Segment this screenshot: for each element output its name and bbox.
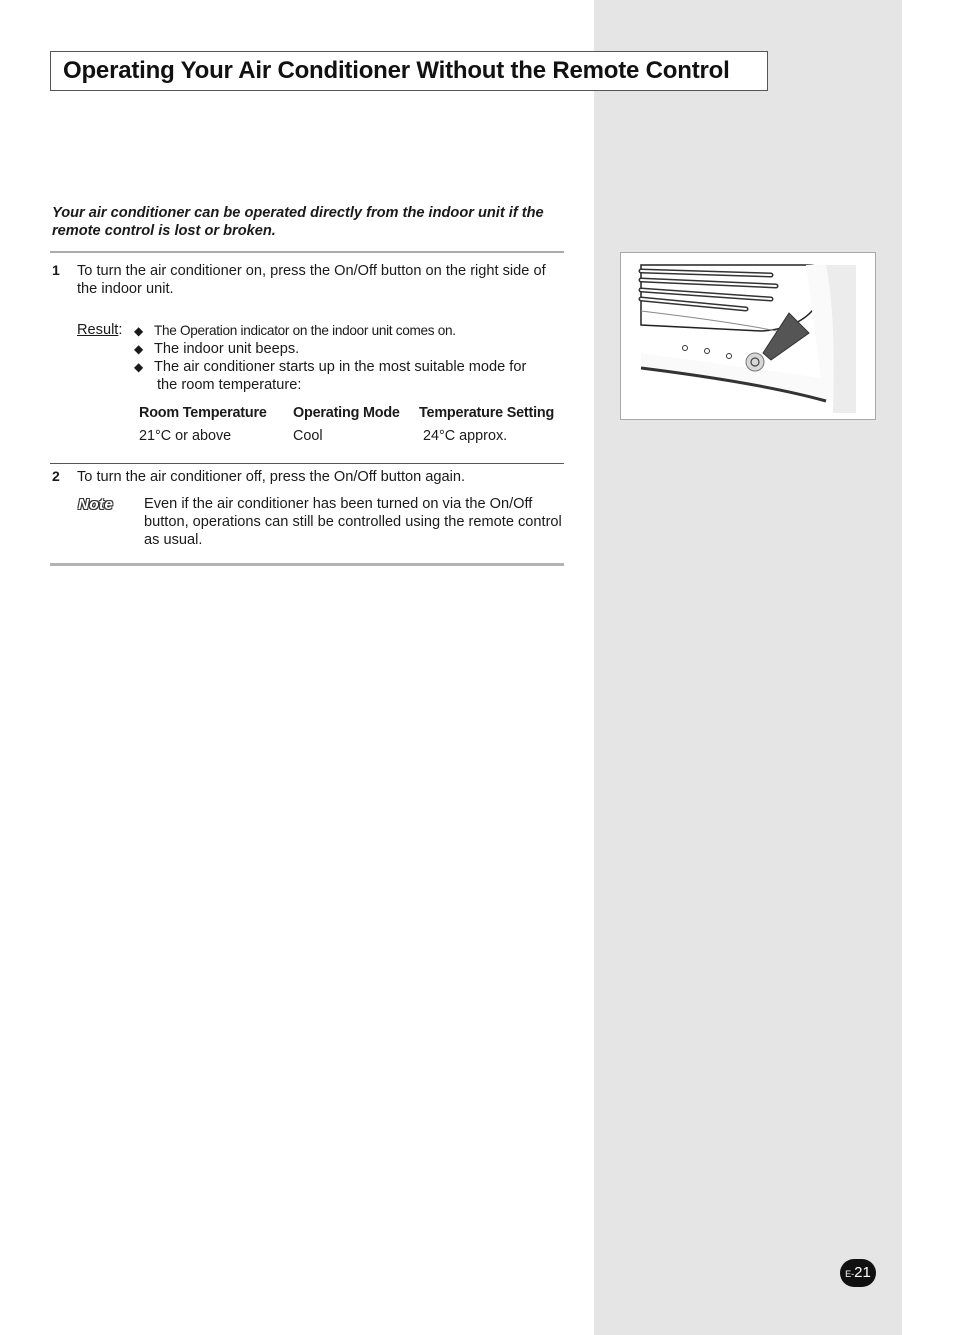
step-2-text: To turn the air conditioner off, press the On/Off button again. bbox=[77, 469, 466, 485]
divider-top bbox=[50, 251, 564, 253]
note-text: Even if the air conditioner has been turned on via the On/Off button, operations can still be controlled using the remote control as usual. bbox=[144, 496, 562, 548]
diamond-bullet-icon: ◆ bbox=[134, 360, 144, 374]
intro-text: Your air conditioner can be operated directly from the indoor unit if the remote control is lost or broken. bbox=[52, 205, 544, 239]
table-cell: 21°C or above bbox=[139, 428, 232, 444]
divider-bottom bbox=[50, 563, 564, 566]
result-bullet: ◆ The indoor unit beeps. bbox=[134, 341, 300, 357]
step-1-number: 1 bbox=[52, 262, 60, 278]
indoor-unit-illustration bbox=[620, 252, 876, 420]
page-number-badge bbox=[840, 1259, 876, 1287]
step-1-text: To turn the air conditioner on, press the On/Off button on the right side of the indoor unit. bbox=[77, 263, 546, 297]
result-bullet: ◆ The air conditioner starts up in the most suitable mode for bbox=[134, 359, 527, 375]
right-margin-panel bbox=[594, 0, 902, 1335]
diamond-bullet-icon: ◆ bbox=[134, 342, 144, 356]
table-cell: Cool bbox=[293, 428, 323, 444]
diamond-bullet-icon: ◆ bbox=[134, 324, 143, 338]
result-bullet: ◆ The Operation indicator on the indoor unit comes on. bbox=[134, 323, 456, 338]
table-cell: 24°C approx. bbox=[423, 428, 508, 444]
table-header: Room Temperature bbox=[139, 405, 267, 421]
title-box bbox=[50, 51, 768, 91]
indoor-unit-drawing bbox=[621, 253, 874, 418]
page-title: Operating Your Air Conditioner Without the Remote Control bbox=[63, 57, 730, 84]
result-bullets bbox=[134, 322, 564, 394]
result-label: Result: bbox=[77, 322, 123, 338]
result-bullet-continuation: the room temperature: bbox=[157, 377, 302, 393]
table-header: Operating Mode bbox=[293, 405, 400, 421]
divider-middle bbox=[50, 463, 564, 464]
page-prefix: E- bbox=[845, 1269, 855, 1279]
page-number: 21 bbox=[854, 1264, 871, 1281]
table-header: Temperature Setting bbox=[419, 405, 555, 421]
note-label: Note bbox=[78, 496, 114, 513]
step-2-number: 2 bbox=[52, 468, 60, 484]
